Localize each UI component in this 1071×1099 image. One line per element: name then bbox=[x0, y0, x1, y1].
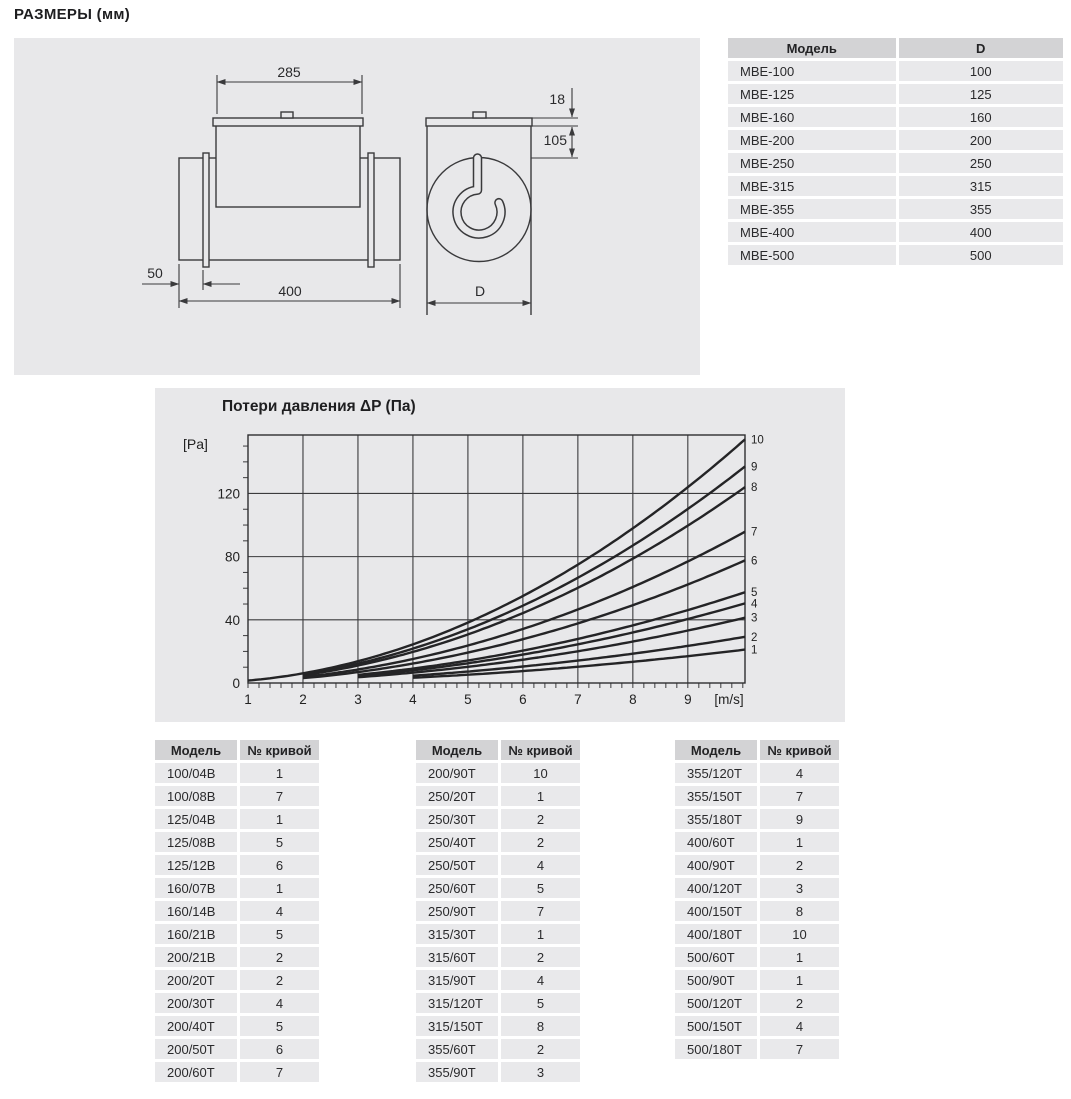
x-tick-label: 6 bbox=[519, 692, 527, 707]
value-cell: 4 bbox=[498, 970, 580, 990]
model-cell: MBE-100 bbox=[728, 61, 896, 81]
value-cell: 125 bbox=[896, 84, 1064, 104]
y-axis-unit: [Pa] bbox=[183, 436, 208, 452]
column-header: Модель bbox=[675, 740, 757, 760]
dim-label-400: 400 bbox=[278, 283, 302, 299]
model-cell: 200/40T bbox=[155, 1016, 237, 1036]
value-cell: 2 bbox=[757, 855, 839, 875]
value-cell: 1 bbox=[237, 763, 319, 783]
table-row bbox=[155, 878, 319, 898]
column-header: № кривой bbox=[498, 740, 580, 760]
table-row bbox=[155, 786, 319, 806]
model-cell: 355/90T bbox=[416, 1062, 498, 1082]
model-cell: 200/60T bbox=[155, 1062, 237, 1082]
x-tick-label: 3 bbox=[354, 692, 362, 707]
curve-label: 9 bbox=[751, 461, 758, 474]
curve-label: 1 bbox=[751, 644, 758, 657]
value-cell: 1 bbox=[757, 970, 839, 990]
x-tick-label: 5 bbox=[464, 692, 472, 707]
model-cell: 315/120T bbox=[416, 993, 498, 1013]
value-cell: 8 bbox=[757, 901, 839, 921]
chart-title: Потери давления ΔP (Па) bbox=[222, 398, 416, 415]
dim-label-105: 105 bbox=[543, 132, 567, 148]
model-cell: 100/08B bbox=[155, 786, 237, 806]
pressure-loss-chart-panel bbox=[155, 388, 845, 722]
x-tick-label: 8 bbox=[629, 692, 637, 707]
model-diameter-table bbox=[728, 35, 1063, 268]
box-lid bbox=[213, 118, 363, 126]
curve-table-1 bbox=[155, 737, 319, 1085]
dim-label-285: 285 bbox=[277, 64, 301, 80]
model-cell: 500/60T bbox=[675, 947, 757, 967]
table-header-row bbox=[416, 740, 580, 760]
column-header: D bbox=[896, 38, 1064, 58]
table-row bbox=[416, 993, 580, 1013]
value-cell: 1 bbox=[237, 809, 319, 829]
model-cell: MBE-250 bbox=[728, 153, 896, 173]
pressure-curve-9 bbox=[303, 466, 745, 674]
x-tick-label: 2 bbox=[299, 692, 307, 707]
value-cell: 6 bbox=[237, 855, 319, 875]
model-cell: 200/20T bbox=[155, 970, 237, 990]
value-cell: 10 bbox=[498, 763, 580, 783]
model-cell: MBE-125 bbox=[728, 84, 896, 104]
value-cell: 1 bbox=[498, 924, 580, 944]
table-row bbox=[155, 1062, 319, 1082]
table-row bbox=[675, 786, 839, 806]
model-cell: 400/120T bbox=[675, 878, 757, 898]
column-header: Модель bbox=[416, 740, 498, 760]
value-cell: 5 bbox=[498, 878, 580, 898]
model-cell: MBE-500 bbox=[728, 245, 896, 265]
model-cell: 355/150T bbox=[675, 786, 757, 806]
table-row bbox=[155, 947, 319, 967]
lid-knob bbox=[281, 112, 293, 118]
table-row bbox=[416, 878, 580, 898]
model-cell: MBE-200 bbox=[728, 130, 896, 150]
curve-label: 5 bbox=[751, 587, 758, 600]
dim-label-50: 50 bbox=[147, 265, 163, 281]
duct-heater-drawing bbox=[14, 38, 700, 375]
curve-label: 3 bbox=[751, 612, 758, 625]
table-row bbox=[728, 176, 1063, 196]
value-cell: 1 bbox=[498, 786, 580, 806]
table-row bbox=[728, 61, 1063, 81]
y-tick-label: 0 bbox=[232, 676, 240, 691]
model-cell: 100/04B bbox=[155, 763, 237, 783]
table-row bbox=[416, 1039, 580, 1059]
column-header: № кривой bbox=[757, 740, 839, 760]
model-cell: 200/21B bbox=[155, 947, 237, 967]
table-row bbox=[155, 993, 319, 1013]
curve-table-3 bbox=[675, 737, 839, 1062]
y-tick-label: 40 bbox=[224, 612, 240, 628]
value-cell: 2 bbox=[498, 1039, 580, 1059]
model-cell: 355/180T bbox=[675, 809, 757, 829]
curve-label: 10 bbox=[751, 434, 764, 447]
value-cell: 7 bbox=[757, 1039, 839, 1059]
table-row bbox=[416, 970, 580, 990]
value-cell: 2 bbox=[498, 832, 580, 852]
table-row bbox=[416, 832, 580, 852]
terminal-box bbox=[216, 125, 360, 207]
table-row bbox=[416, 924, 580, 944]
table-row bbox=[416, 763, 580, 783]
model-cell: 500/120T bbox=[675, 993, 757, 1013]
x-tick-label: 1 bbox=[244, 692, 252, 707]
model-cell: 500/180T bbox=[675, 1039, 757, 1059]
side-view bbox=[142, 64, 400, 308]
table-row bbox=[155, 970, 319, 990]
x-tick-label: 9 bbox=[684, 692, 692, 707]
model-cell: 160/14B bbox=[155, 901, 237, 921]
value-cell: 200 bbox=[896, 130, 1064, 150]
table-header-row bbox=[728, 38, 1063, 58]
model-cell: MBE-355 bbox=[728, 199, 896, 219]
table-header-row bbox=[675, 740, 839, 760]
model-cell: 125/08B bbox=[155, 832, 237, 852]
table-row bbox=[675, 1039, 839, 1059]
table-row bbox=[675, 1016, 839, 1036]
model-cell: 355/60T bbox=[416, 1039, 498, 1059]
value-cell: 1 bbox=[237, 878, 319, 898]
model-cell: 315/90T bbox=[416, 970, 498, 990]
value-cell: 3 bbox=[757, 878, 839, 898]
column-header: № кривой bbox=[237, 740, 319, 760]
table-row bbox=[728, 153, 1063, 173]
x-tick-label: 4 bbox=[409, 692, 417, 707]
model-cell: 250/90T bbox=[416, 901, 498, 921]
value-cell: 160 bbox=[896, 107, 1064, 127]
curve-label: 4 bbox=[751, 598, 758, 611]
table-row bbox=[675, 924, 839, 944]
value-cell: 315 bbox=[896, 176, 1064, 196]
dim-label-D: D bbox=[474, 283, 486, 299]
value-cell: 2 bbox=[757, 993, 839, 1013]
value-cell: 7 bbox=[757, 786, 839, 806]
value-cell: 500 bbox=[896, 245, 1064, 265]
model-cell: 400/60T bbox=[675, 832, 757, 852]
value-cell: 3 bbox=[498, 1062, 580, 1082]
table-row bbox=[416, 855, 580, 875]
value-cell: 1 bbox=[757, 832, 839, 852]
front-view bbox=[426, 88, 578, 315]
table-row bbox=[416, 1016, 580, 1036]
table-row bbox=[155, 763, 319, 783]
model-cell: 355/120T bbox=[675, 763, 757, 783]
column-header: Модель bbox=[728, 38, 896, 58]
value-cell: 9 bbox=[757, 809, 839, 829]
table-row bbox=[155, 924, 319, 944]
model-cell: 160/21B bbox=[155, 924, 237, 944]
table-row bbox=[728, 130, 1063, 150]
value-cell: 5 bbox=[237, 924, 319, 944]
table-row bbox=[675, 763, 839, 783]
model-cell: 125/04B bbox=[155, 809, 237, 829]
value-cell: 5 bbox=[237, 1016, 319, 1036]
curve-label: 8 bbox=[751, 482, 758, 495]
value-cell: 4 bbox=[498, 855, 580, 875]
model-cell: 315/30T bbox=[416, 924, 498, 944]
model-cell: MBE-315 bbox=[728, 176, 896, 196]
table-row bbox=[416, 809, 580, 829]
value-cell: 8 bbox=[498, 1016, 580, 1036]
model-cell: 400/150T bbox=[675, 901, 757, 921]
table-row bbox=[728, 199, 1063, 219]
table-row bbox=[155, 855, 319, 875]
value-cell: 4 bbox=[757, 1016, 839, 1036]
table-row bbox=[155, 1016, 319, 1036]
box-lid-front bbox=[426, 118, 532, 126]
value-cell: 4 bbox=[237, 993, 319, 1013]
table-row bbox=[675, 855, 839, 875]
value-cell: 10 bbox=[757, 924, 839, 944]
table-row bbox=[675, 878, 839, 898]
x-tick-label: 7 bbox=[574, 692, 582, 707]
table-row bbox=[155, 901, 319, 921]
value-cell: 4 bbox=[757, 763, 839, 783]
model-cell: 315/150T bbox=[416, 1016, 498, 1036]
column-header: Модель bbox=[155, 740, 237, 760]
x-axis-unit: [m/s] bbox=[714, 692, 744, 707]
model-cell: 250/40T bbox=[416, 832, 498, 852]
model-cell: 125/12B bbox=[155, 855, 237, 875]
model-cell: MBE-160 bbox=[728, 107, 896, 127]
table-row bbox=[675, 970, 839, 990]
pressure-loss-chart bbox=[155, 388, 845, 722]
table-row bbox=[155, 832, 319, 852]
value-cell: 2 bbox=[498, 947, 580, 967]
model-cell: 200/30T bbox=[155, 993, 237, 1013]
dim-label-18: 18 bbox=[549, 91, 565, 107]
value-cell: 6 bbox=[237, 1039, 319, 1059]
y-tick-label: 120 bbox=[217, 486, 240, 502]
model-cell: 160/07B bbox=[155, 878, 237, 898]
value-cell: 2 bbox=[498, 809, 580, 829]
dimensions-drawing-panel bbox=[14, 38, 700, 375]
curve-label: 6 bbox=[751, 555, 758, 568]
model-cell: 200/50T bbox=[155, 1039, 237, 1059]
lid-knob-front bbox=[473, 112, 486, 118]
table-row bbox=[728, 107, 1063, 127]
table-row bbox=[675, 993, 839, 1013]
model-cell: 200/90T bbox=[416, 763, 498, 783]
table-row bbox=[416, 947, 580, 967]
table-row bbox=[675, 947, 839, 967]
model-cell: 400/180T bbox=[675, 924, 757, 944]
value-cell: 355 bbox=[896, 199, 1064, 219]
value-cell: 250 bbox=[896, 153, 1064, 173]
table-row bbox=[416, 901, 580, 921]
value-cell: 5 bbox=[237, 832, 319, 852]
table-row bbox=[155, 809, 319, 829]
table-row bbox=[675, 832, 839, 852]
model-cell: 315/60T bbox=[416, 947, 498, 967]
model-cell: 250/30T bbox=[416, 809, 498, 829]
curve-label: 7 bbox=[751, 526, 758, 539]
table-row bbox=[155, 1039, 319, 1059]
value-cell: 7 bbox=[237, 786, 319, 806]
model-cell: 250/20T bbox=[416, 786, 498, 806]
value-cell: 7 bbox=[498, 901, 580, 921]
table-row bbox=[728, 245, 1063, 265]
model-cell: 500/90T bbox=[675, 970, 757, 990]
pressure-curve-10 bbox=[248, 439, 745, 680]
model-cell: 250/50T bbox=[416, 855, 498, 875]
page-title: РАЗМЕРЫ (мм) bbox=[14, 6, 131, 23]
model-cell: MBE-400 bbox=[728, 222, 896, 242]
curve-table-2 bbox=[416, 737, 580, 1085]
pressure-curve-4 bbox=[358, 603, 745, 676]
model-cell: 250/60T bbox=[416, 878, 498, 898]
value-cell: 7 bbox=[237, 1062, 319, 1082]
flange-left bbox=[203, 153, 209, 267]
table-row bbox=[416, 786, 580, 806]
table-row bbox=[416, 1062, 580, 1082]
value-cell: 2 bbox=[237, 947, 319, 967]
model-cell: 500/150T bbox=[675, 1016, 757, 1036]
value-cell: 2 bbox=[237, 970, 319, 990]
model-cell: 400/90T bbox=[675, 855, 757, 875]
table-row bbox=[728, 84, 1063, 104]
y-tick-label: 80 bbox=[224, 549, 240, 565]
curve-label: 2 bbox=[751, 631, 758, 644]
table-row bbox=[675, 809, 839, 829]
value-cell: 5 bbox=[498, 993, 580, 1013]
value-cell: 1 bbox=[757, 947, 839, 967]
value-cell: 4 bbox=[237, 901, 319, 921]
table-header-row bbox=[155, 740, 319, 760]
table-row bbox=[675, 901, 839, 921]
value-cell: 100 bbox=[896, 61, 1064, 81]
value-cell: 400 bbox=[896, 222, 1064, 242]
table-row bbox=[728, 222, 1063, 242]
flange-right bbox=[368, 153, 374, 267]
